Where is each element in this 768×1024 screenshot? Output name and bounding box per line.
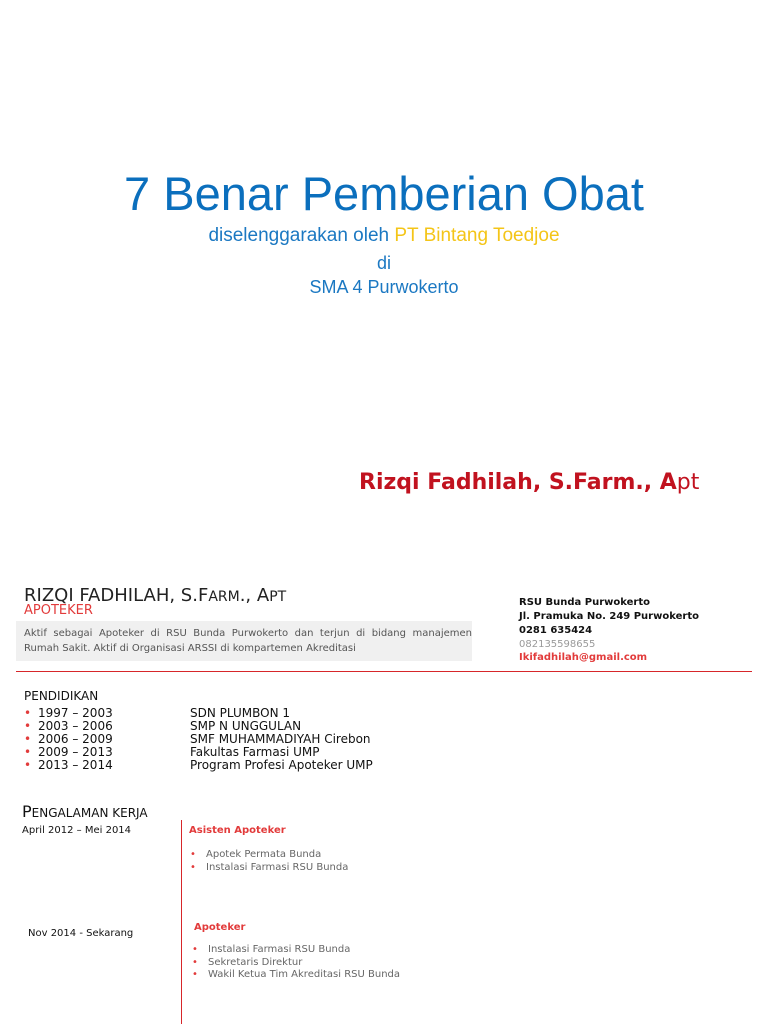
contact-address: Jl. Pramuka No. 249 Purwokerto: [519, 611, 699, 622]
venue-name: SMA 4 Purwokerto: [309, 277, 459, 297]
job-task-text: Instalasi Farmasi RSU Bunda: [206, 862, 349, 873]
education-heading: PENDIDIKAN: [24, 689, 99, 703]
work-period: April 2012 – Mei 2014: [22, 825, 132, 836]
cv-summary: Aktif sebagai Apoteker di RSU Bunda Purwokerto dan terjun di bidang manajemen Rumah Sakit. Aktif di Organisasi ARSSI di kompartemen Akreditasi: [24, 628, 472, 654]
subtitle-prefix: diselenggarakan oleh: [208, 225, 395, 246]
job-task: [192, 969, 400, 981]
job-task: [190, 849, 321, 861]
job-task-text: Instalasi Farmasi RSU Bunda: [208, 944, 351, 955]
job-task: [192, 957, 302, 969]
work-heading-initial: P: [22, 802, 32, 821]
subtitle-connector: di: [376, 253, 391, 273]
slide-title: 7 Benar Pemberian Obat: [124, 167, 644, 220]
job-task-text: Apotek Permata Bunda: [206, 849, 322, 860]
bullet-icon: •: [24, 706, 32, 720]
education-years: 2006 – 2009: [38, 732, 113, 746]
presenter-name: [359, 470, 699, 495]
cv-name-smallcaps-2: PT: [269, 589, 287, 605]
contact-organization: RSU Bunda Purwokerto: [519, 597, 650, 608]
contact-phone: 0281 635424: [519, 625, 593, 636]
cv-name-mid: ., A: [239, 585, 270, 606]
contact-email[interactable]: Ikifadhilah@gmail.com: [519, 652, 648, 663]
presenter-main: Rizqi Fadhilah, S.Farm., A: [359, 470, 677, 495]
education-years: 1997 – 2003: [38, 706, 113, 720]
job-task: [190, 862, 348, 874]
education-school: Program Profesi Apoteker UMP: [190, 758, 373, 772]
timeline-line: [181, 820, 182, 1024]
education-school: SMP N UNGGULAN: [190, 719, 302, 733]
job-task-text: Wakil Ketua Tim Akreditasi RSU Bunda: [208, 969, 401, 980]
education-years: 2013 – 2014: [38, 758, 113, 772]
education-item: [24, 759, 373, 772]
education-school: SDN PLUMBON 1: [190, 706, 291, 720]
education-years: 2009 – 2013: [38, 745, 113, 759]
job-title: Apoteker: [194, 922, 246, 933]
bullet-icon: •: [192, 944, 198, 955]
work-period: Nov 2014 - Sekarang: [28, 928, 134, 939]
education-school: SMF MUHAMMADIYAH Cirebon: [190, 732, 371, 746]
subtitle-organizer: PT Bintang Toedjoe: [394, 225, 560, 246]
bullet-icon: •: [24, 758, 32, 772]
bullet-icon: •: [192, 969, 198, 980]
bullet-icon: •: [24, 745, 32, 759]
bullet-icon: •: [24, 732, 32, 746]
slide-subtitle: [0, 224, 768, 248]
work-heading: [22, 802, 148, 821]
bullet-icon: •: [192, 957, 198, 968]
job-title: Asisten Apoteker: [189, 825, 286, 836]
job-task: [192, 944, 350, 956]
cv-name-smallcaps-1: ARM: [208, 589, 240, 605]
bullet-icon: •: [190, 862, 196, 873]
presenter-suffix: pt: [676, 470, 700, 495]
bullet-icon: •: [24, 719, 32, 733]
education-school: Fakultas Farmasi UMP: [190, 745, 320, 759]
cv-role: APOTEKER: [24, 603, 93, 618]
job-task-text: Sekretaris Direktur: [208, 957, 303, 968]
work-heading-rest: ENGALAMAN KERJA: [31, 806, 148, 820]
education-years: 2003 – 2006: [38, 719, 113, 733]
contact-mobile: 082135598655: [519, 639, 596, 650]
cv-name-main: RIZQI FADHILAH, S.F: [24, 585, 209, 606]
section-divider: [16, 671, 752, 672]
bullet-icon: •: [190, 849, 196, 860]
